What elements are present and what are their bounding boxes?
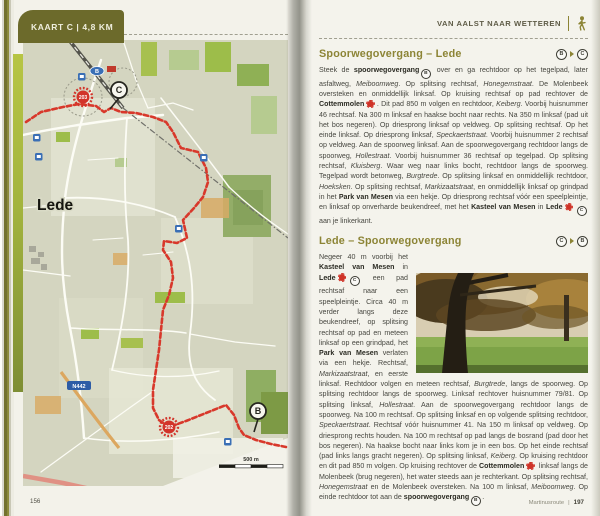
- text-run: .: [482, 493, 485, 502]
- book-edge: [0, 0, 14, 516]
- text-run: Kluisberg: [350, 162, 381, 171]
- map-tab: [18, 10, 124, 43]
- text-run: een pad rechtsaf naar een speelpleintje. Circa 40 m verder langs deze beukendreef, op splitsing rechtsaf op pad en meteen linksaf op een grindpad, het: [319, 273, 408, 347]
- text-run: Lede: [545, 203, 563, 212]
- text-run: Keiberg: [490, 452, 516, 461]
- arrow-right-icon: [570, 238, 574, 244]
- text-run: verlaten via een hekje. Rechtsaf,: [319, 349, 408, 368]
- text-run: . Dit pad 850 m volgen en rechtdoor,: [376, 100, 497, 109]
- text-run: . Voorbij huisnummer 2 rechtsaf op veldweg. Aan de spoorweg linksaf. Aan de spoorwegovergang rechtdoor langs de spoorweg,: [319, 131, 588, 160]
- text-run: via een hekje. Op driesprong rechtsaf vóór een speelpleintje, en linksaf op onverharde beukendreef, met het: [319, 192, 588, 212]
- bus-stop-icon: [200, 154, 208, 162]
- svg-text:B: B: [95, 69, 99, 76]
- text-run: . Voorbij huisnummer 46 rechtsaf. Na 300 m linksaf en haakse bocht naar rechts. Na 350 m linksaf (pad uit het bos negeren). Op driesprong linksaf op veldweg. Op splitsing rechtsaf. Op het einde linksaf. Op driesprong linksaf,: [319, 100, 588, 140]
- text-run: Park van Mesen: [319, 349, 379, 358]
- text-run: , en onmiddellijk linksaf op grindpad in het: [319, 182, 588, 201]
- text-run: Meiboomweg: [356, 79, 399, 88]
- section-c-to-b: [319, 235, 588, 506]
- text-run: Burgtrede: [406, 172, 438, 181]
- text-run: . Op kruising rechtdoor en dit pad 850 m volgen. Op kruising rechtover de: [319, 452, 588, 471]
- text-run: Kasteel van Mesen: [471, 203, 536, 212]
- text-run: , en eerste linksaf. Rechtdoor volgen en meteen rechtsaf,: [319, 369, 475, 389]
- svg-text:B: B: [254, 406, 262, 417]
- header-divider: [568, 16, 569, 31]
- chapter-header: [319, 0, 588, 34]
- svg-text:N442: N442: [72, 384, 86, 390]
- text-run: Hoeksken: [319, 182, 351, 191]
- chapter-title: VAN AALST NAAR WETTEREN: [436, 19, 561, 28]
- route-point-marker: C: [350, 276, 360, 286]
- text-run: linksaf langs de Molenbeek (brug negeren), het water steeds aan je rechterkant. Op splitsing rechtsaf,: [319, 462, 588, 481]
- header-dashed-line: [124, 34, 288, 35]
- text-run: . Voorbij huisnummer 36 rechtsaf op tegelpad. Op splitsing rechtsaf,: [319, 151, 588, 171]
- right-page-number: 197: [573, 499, 584, 506]
- text-run: Steek de: [319, 66, 354, 74]
- section-heading: Lede – Spoorwegovergang: [319, 235, 462, 248]
- arrow-right-icon: [570, 51, 574, 57]
- road-shield-n442: [67, 381, 91, 390]
- route-point-marker: B: [421, 69, 431, 79]
- from-marker: B: [556, 49, 567, 60]
- section-heading: Spoorwegovergang – Lede: [319, 48, 462, 60]
- walker-icon: [576, 16, 588, 31]
- bus-stop-icon: [35, 153, 43, 161]
- svg-text:500 m: 500 m: [243, 457, 259, 463]
- route-map: [23, 40, 288, 486]
- svg-text:C: C: [115, 85, 123, 96]
- left-page-number: 156: [30, 498, 41, 505]
- section-route-markers: [556, 236, 588, 247]
- route-point-marker: C: [577, 206, 587, 216]
- route-map-graphic: [23, 40, 288, 486]
- poi-red-building: [107, 66, 116, 72]
- text-run: over en ga rechtdoor op het tegelpad, later asfaltweg,: [319, 66, 588, 88]
- text-run: Burgtrede: [474, 380, 506, 389]
- from-marker: C: [556, 236, 567, 247]
- route-point-marker: B: [471, 496, 481, 506]
- text-run: , langs de spoorweg. Op splitsing rechtdoor langs de spoorweg. Linksaf rechtover huisnummer 79/81. Op splitsing linksaf,: [319, 380, 588, 409]
- mill-badge-icon: [566, 204, 573, 211]
- text-run: in: [394, 263, 408, 272]
- text-run: Meiboomweg: [531, 483, 574, 492]
- text-run: spoorwegovergang: [353, 66, 420, 74]
- header-dashed-line: [319, 38, 588, 39]
- section-b-to-c: [319, 48, 588, 226]
- bus-stop-icon: [224, 438, 232, 446]
- bus-stop-icon: [175, 225, 183, 233]
- directions-paragraph: [319, 252, 588, 506]
- right-page: [306, 0, 600, 516]
- text-run: . Op einde rechtdoor tot aan de: [319, 483, 588, 502]
- map-tab-label: KAART C | 4,8 KM: [31, 21, 114, 32]
- page-footer: [529, 499, 584, 506]
- text-run: . Op splitsing rechtsaf,: [350, 182, 425, 191]
- text-run: spoorwegovergang: [403, 493, 470, 502]
- svg-text:203: 203: [78, 95, 88, 101]
- text-run: en de Molenbeek oversteken. Na 100 m linksaf,: [367, 483, 532, 492]
- node-badge-203: [74, 88, 92, 106]
- left-page: [14, 0, 288, 516]
- text-run: Speckaertstraat: [319, 421, 369, 430]
- text-run: Negeer 40 m voorbij het: [319, 253, 408, 262]
- directions-paragraph: [319, 65, 588, 226]
- footer-separator: |: [568, 500, 570, 506]
- park-photo: [416, 273, 588, 373]
- text-run: . Op splitsing rechtsaf,: [398, 79, 484, 88]
- to-marker: C: [577, 49, 588, 60]
- text-run: Cottemmolen: [478, 462, 525, 471]
- text-run: Markizaatstraat: [319, 369, 368, 378]
- text-run: . De Molenbeek oversteken en onmiddellijk linksaf. Op kruising rechtsaf op pad rechtover de: [319, 79, 588, 98]
- station-code-badge: [90, 67, 104, 76]
- text-run: Keiberg: [496, 100, 521, 109]
- route-name: Martinusroute: [528, 500, 565, 506]
- text-run: Honegemstraat: [483, 79, 532, 88]
- svg-text:202: 202: [164, 425, 174, 431]
- text-run: Hollestraat: [379, 400, 414, 409]
- mill-badge-icon: [527, 463, 534, 470]
- text-run: Speckaertstraat: [436, 131, 486, 140]
- text-run: . Rechtsaf vóór huisnummer 41. Na 150 m linksaf op veldweg. Op driesprong rechts houden. Na 100 m rechtsaf op pad langs de bosrand (pad door het bos negeren). Na haakse bocht naar links kom je in een bos. Op het einde rechtsaf (pad links langs gracht negeren). Op splitsing linksaf,: [319, 421, 588, 461]
- town-label: Lede: [37, 197, 74, 214]
- mill-badge-icon: [367, 101, 374, 108]
- map-edge-road: [13, 54, 23, 392]
- text-run: Lede: [319, 273, 336, 282]
- text-run: . Waar weg naar links bocht, rechtdoor langs de spoorweg. Tegelpad wordt betonweg,: [319, 162, 588, 181]
- text-run: . Op splitsing linksaf en onmiddellijk rechtdoor,: [437, 172, 588, 181]
- mill-badge-icon: [339, 274, 346, 281]
- text-run: aan je linkerkant.: [319, 216, 373, 225]
- bus-stop-icon: [33, 134, 41, 142]
- text-run: Park van Mesen: [338, 192, 393, 201]
- to-marker: B: [577, 236, 588, 247]
- section-route-markers: [556, 49, 588, 60]
- text-run: . Aan de spoorwegovergang rechtdoor langs de spoorweg. Na 100 m rechtsaf. Op splitsing linksaf en op volgende splitsing rechtdoor,: [319, 400, 588, 419]
- text-run: Hollestraat: [355, 151, 390, 160]
- text-run: Cottemmolen: [319, 100, 365, 109]
- train-station-icon: [78, 73, 86, 81]
- text-run: Markizaatstraat: [424, 182, 474, 191]
- text-run: Honegemstraat: [319, 483, 368, 492]
- node-badge-202: [160, 418, 178, 436]
- text-run: Kasteel van Mesen: [319, 263, 395, 272]
- text-run: in: [535, 203, 546, 212]
